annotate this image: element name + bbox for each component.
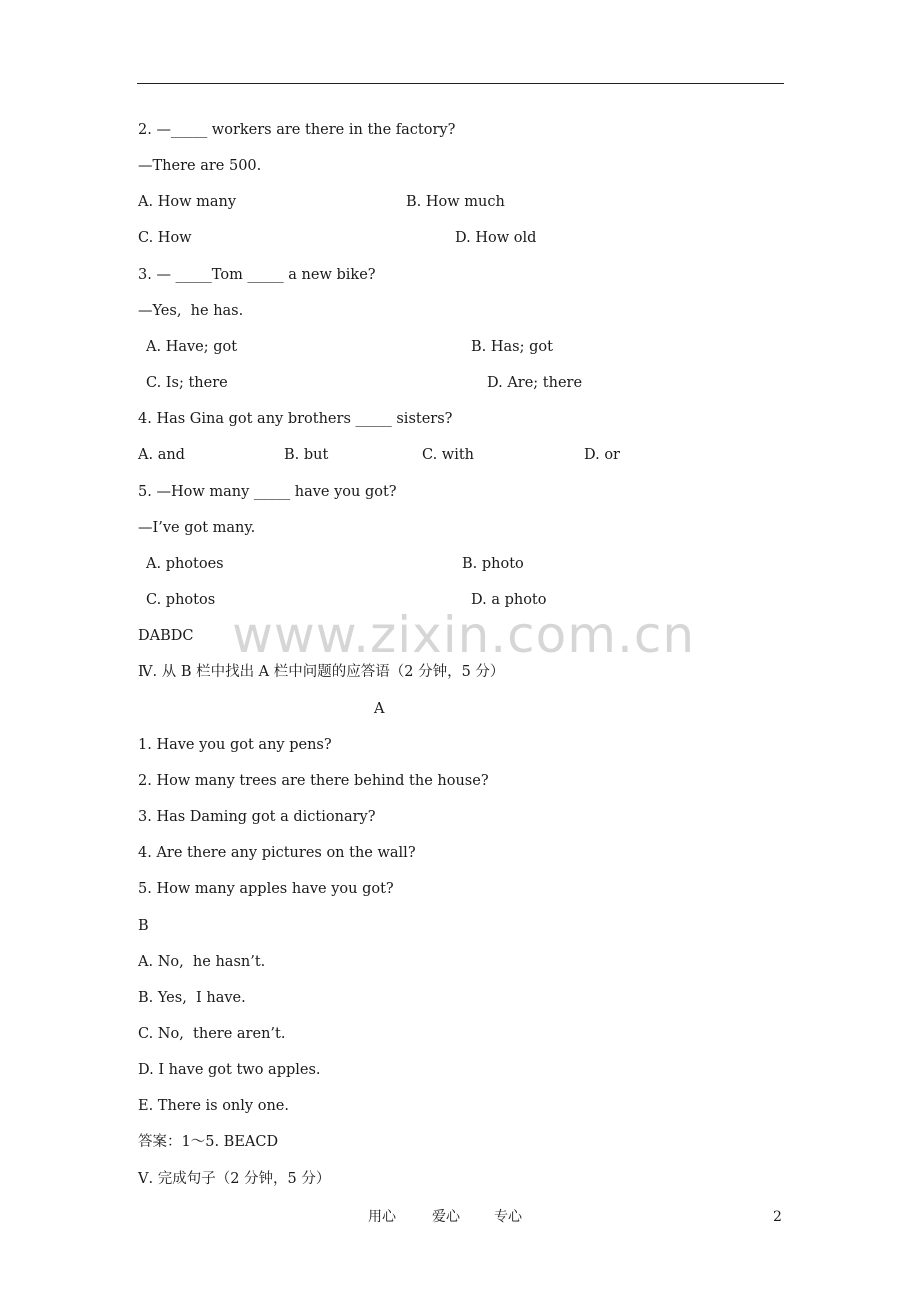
question-2-stem: 2. —_____ workers are there in the factory? [138,122,456,138]
column-a-item: 5. How many apples have you got? [138,881,394,897]
footer-motto-right: 专心 [494,1209,522,1225]
page-number: 2 [773,1209,782,1225]
question-5-reply: —I’ve got many. [138,520,256,536]
column-a-label: A [374,701,385,717]
column-b-item: D. I have got two apples. [138,1062,321,1078]
column-a-item: 3. Has Daming got a dictionary? [138,809,376,825]
question-4-option-c: C. with [422,447,475,463]
question-2-option-b: B. How much [406,194,505,210]
question-3-option-b: B. Has; got [471,339,553,355]
question-3-option-a: A. Have; got [146,339,238,355]
question-4-stem: 4. Has Gina got any brothers _____ sisters? [138,411,453,427]
question-5-option-b: B. photo [462,556,524,572]
column-a-item: 2. How many trees are there behind the house? [138,773,489,789]
footer-motto-left: 用心 [368,1209,396,1225]
question-2-option-d: D. How old [455,230,537,246]
column-b-item: A. No, he hasn’t. [138,954,266,970]
column-b-label: B [138,918,149,934]
question-3-stem: 3. — _____Tom _____ a new bike? [138,267,376,283]
question-4-option-a: A. and [138,447,185,463]
question-4-option-d: D. or [584,447,620,463]
question-4-option-b: B. but [284,447,329,463]
question-5-stem: 5. —How many _____ have you got? [138,484,397,500]
column-b-item: B. Yes, I have. [138,990,246,1006]
column-a-item: 1. Have you got any pens? [138,737,332,753]
column-b-item: C. No, there aren’t. [138,1026,286,1042]
question-2-reply: —There are 500. [138,158,262,174]
section-4-heading: Ⅳ. 从 B 栏中找出 A 栏中问题的应答语（2 分钟，5 分） [138,664,505,680]
section-5-heading: Ⅴ. 完成句子（2 分钟，5 分） [138,1171,331,1187]
answer-key-section-3: DABDC [138,628,194,644]
column-b-item: E. There is only one. [138,1098,289,1114]
question-5-option-a: A. photoes [146,556,224,572]
header-rule [137,83,784,84]
question-3-option-d: D. Are; there [487,375,583,391]
question-2-option-c: C. How [138,230,192,246]
question-2-option-a: A. How many [138,194,237,210]
section-4-answer: 答案：1～5. BEACD [138,1134,279,1150]
watermark: www.zixin.com.cn [232,606,696,664]
question-5-option-d: D. a photo [471,592,547,608]
column-a-item: 4. Are there any pictures on the wall? [138,845,416,861]
question-3-option-c: C. Is; there [146,375,228,391]
question-3-reply: —Yes, he has. [138,303,244,319]
footer-motto-middle: 爱心 [432,1209,460,1225]
question-5-option-c: C. photos [146,592,216,608]
